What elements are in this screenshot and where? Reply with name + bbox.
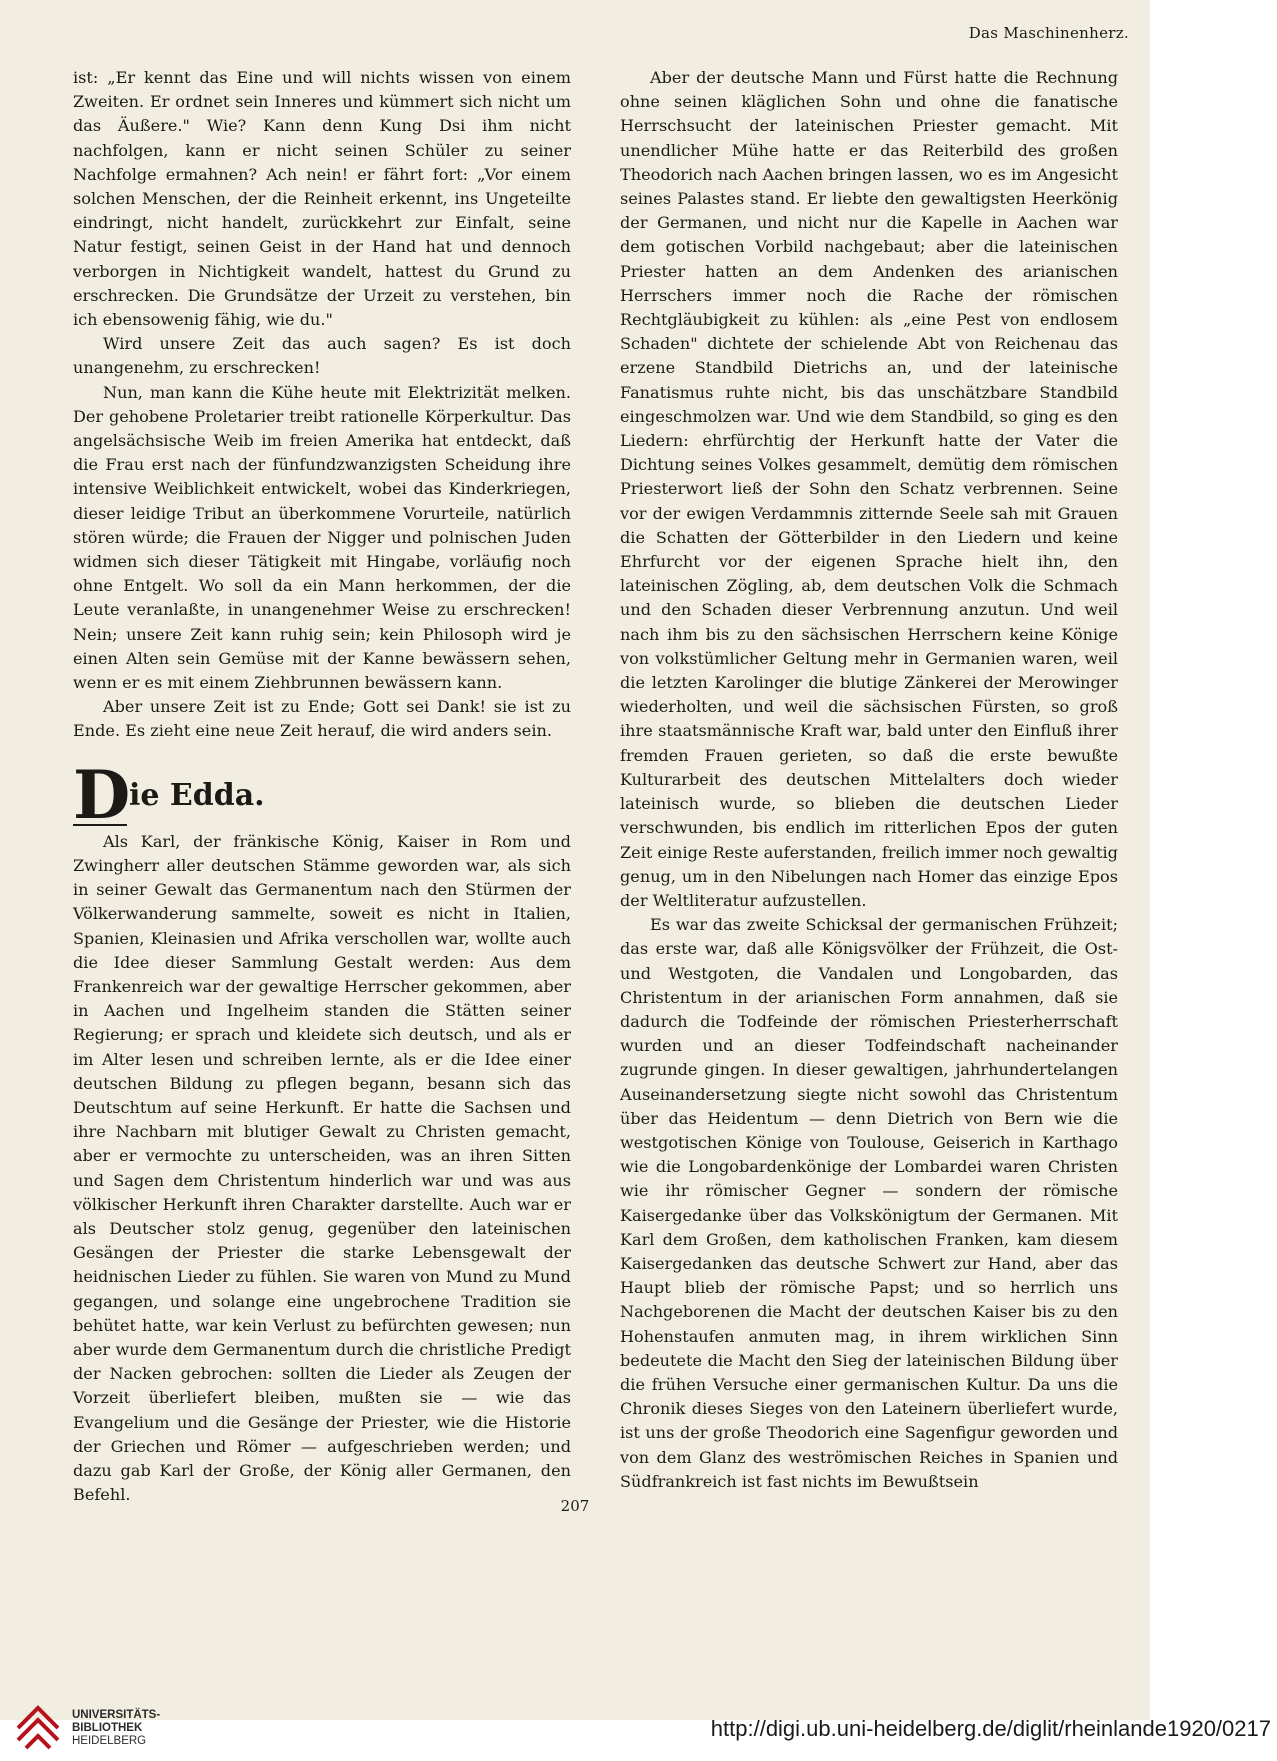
library-line: BIBLIOTHEK [72, 1722, 143, 1734]
library-name [72, 1709, 160, 1748]
paragraph: Es war das zweite Schicksal der germanischen Frühzeit; das erste war, daß alle Königsvölker der Frühzeit, die Ost- und Westgoten, die Vandalen und Longobarden, das Christentum in der arianischen Form annahmen, daß sie dadurch die Todfeinde der römischen Priesterherrschaft wurden und an dieser Todfeindschaft nacheinander zugrunde gingen. In dieser gewaltigen, jahrhundertelangen Auseinandersetzung siegte nicht sowohl das Christentum über das Heidentum — denn Dietrich von Bern wie die westgotischen Könige von Toulouse, Geiserich in Karthago wie die Longobardenkönige der Lombardei waren Christen wie ihr römischer Gegner — sondern der römische Kaisergedanke über das Volkskönigtum der Germanen. Mit Karl dem Großen, dem katholischen Franken, kam diesem Kaisergedanken das deutsche Schwert zur Hand, aber das Haupt blieb der römische Papst; und so herrlich uns Nachgeborenen die Macht der deutschen Kaiser bis zu den Hohenstaufen anmuten mag, in ihrem wirklichen Sinn bedeutete die Macht den Sieg der lateinischen Bildung über die frühen Versuche einer germanischen Kultur. Da uns die Chronik dieses Sieges von den Lateinern überliefert wurde, ist uns der große Theodorich eine Sagenfigur geworden und von dem Glanz des weströmischen Reiches in Spanien und Südfrankreich ist fast nichts im Bewußtsein [620, 915, 1118, 1491]
paragraph: Nun, man kann die Kühe heute mit Elektrizität melken. Der gehobene Proletarier treibt rationelle Körperkultur. Das angelsächsische Weib im freien Amerika hat entdeckt, daß die Frau erst nach der fünfundzwanzigsten Scheidung ihre intensive Weiblichkeit entwickelt, wobei das Kinderkriegen, dieser leidige Tribut an überkommene Vorurteile, natürlich stören würde; die Frauen der Nigger und polnischen Juden widmen sich dieser Tätigkeit mit Hingabe, vorläufig noch ohne Entgelt. Wo soll da ein Mann herkommen, der die Leute veranlaßte, in unangenehmer Weise zu erschrecken! Nein; unsere Zeit kann ruhig sein; kein Philosoph wird je einen Alten sein Gemüse mit der Kanne bewässern sehen, wenn er es mit einem Ziehbrunnen bewässern kann. [73, 382, 571, 693]
paragraph: Als Karl, der fränkische König, Kaiser in Rom und Zwingherr aller deutschen Stämme geworden war, als sich in seiner Gewalt das Germanentum nach den Stürmen der Völkerwanderung sammelte, soweit es nicht in Italien, Spanien, Kleinasien und Afrika verschollen war, wollte auch die Idee dieser Sammlung Gestalt werden: Aus dem Frankenreich war der gewaltige Herrscher gekommen, aber in Aachen und Ingelheim standen die Stätten seiner Regierung; er sprach und kleidete sich deutsch, und als er im Alter lesen und schreiben lernte, als er die Idee einer deutschen Bildung zu pflegen begann, besann sich das Deutschtum auf seine Herkunft. Er hatte die Sachsen und ihre Nachbarn mit blutiger Gewalt zu Christen gemacht, aber er vermochte zu unterscheiden, was an ihren Sitten und Sagen dem Christentum hinderlich war und was aus völkischer Herkunft ihren Charakter darstellte. Auch war er als Deutscher stolz genug, gegenüber den lateinischen Gesängen der Priester die starke Lebensgewalt der heidnischen Lieder zu fühlen. Sie waren von Mund zu Mund gegangen, und solange eine ungebrochene Tradition sie behütet hatte, war kein Verlust zu befürchten gewesen; nun aber wurde dem Germanentum durch die christliche Predigt der Nacken gebrochen: sollten die Lieder als Zeugen der Vorzeit überliefert bleiben, mußten sie — wie das Evangelium und die Gesänge der Priester, wie die Historie der Griechen und Römer — aufgeschrieben werden; und dazu gab Karl der Große, der König aller Germanen, den Befehl. [73, 831, 571, 1505]
library-line: UNIVERSITÄTS- [72, 1709, 161, 1721]
drop-cap: D [73, 755, 131, 834]
section-title: ie Edda. [129, 777, 265, 813]
university-library-logo-icon [12, 1702, 64, 1754]
paragraph: ist: „Er kennt das Eine und will nichts wissen von einem Zweiten. Er ordnet sein Inneres und kümmert sich nicht um das Äußere." Wie? Kann denn Kung Dsi ihm nicht nachfolgen, kann er nicht seinen Schüler zu seiner Nachfolge ermahnen? Ach nein! er fährt fort: „Vor einem solchen Menschen, der die Reinheit erkennt, ins Ungeteilte eindringt, nicht handelt, zurückkehrt zur Einfalt, seine Natur festigt, seinen Geist in der Hand hat und dennoch verborgen in Nichtigkeit wandelt, hattest du Grund zu erschrecken. Die Grundsätze der Urzeit zu verstehen, bin ich ebensowenig fähig, wie du." [73, 68, 571, 330]
page-number: 207 [560, 1497, 590, 1515]
paragraph: Aber der deutsche Mann und Fürst hatte die Rechnung ohne seinen kläglichen Sohn und ohne die fanatische Herrschsucht der lateinischen Priester gemacht. Mit unendlicher Mühe hatte er das Reiterbild des großen Theodorich nach Aachen bringen lassen, wo es im Angesicht seines Palastes stand. Er liebte den gewaltigsten Heerkönig der Germanen, und nicht nur die Kapelle in Aachen war dem gotischen Vorbild nachgebaut; aber die lateinischen Priester hatten an dem Andenken des arianischen Herrschers immer noch die Rache der römischen Rechtgläubigkeit zu kühlen: als „eine Pest von endlosem Schaden" dichtete der schielende Abt von Reichenau das erzene Standbild Dietrichs an, und der lateinische Fanatismus ruhte nicht, bis das unschätzbare Standbild eingeschmolzen war. Und wie dem Standbild, so ging es den Liedern: ehrfürchtig der Herkunft hatte der Vater die Dichtung seines Volkes gesammelt, demütig dem römischen Priesterwort ließ der Sohn den Schatz verbrennen. Seine vor der ewigen Verdammnis zitternde Seele sah mit Grauen die Schatten der Götterbilder in den Liedern und keine Ehrfurcht vor der eigenen Sprache hielt ihn, den lateinischen Zögling, ab, dem deutschen Volk die Schmach und den Schaden dieser Verbrennung anzutun. Und weil nach ihm bis zu den sächsischen Herrschern keine Könige von volkstümlicher Geltung mehr in Germanien waren, weil die letzten Karolinger die blutige Zänkerei der Merowinger wiederholten, und weil die sächsischen Fürsten, so groß ihre staatsmännische Kraft war, bald unter den Einfluß ihrer fremden Frauen gerieten, so daß die erste bewußte Kulturarbeit des deutschen Mittelalters doch wieder lateinisch wurde, so blieben die deutschen Lieder verschwunden, bis endlich im ritterlichen Epos der guten Zeit einige Reste auferstanden, freilich immer noch gewaltig genug, um in den Nibelungen nach Homer das einzige Epos der Weltliteratur aufzustellen. [620, 68, 1118, 910]
running-head: Das Maschinenherz. [968, 24, 1129, 42]
paragraph: Wird unsere Zeit das auch sagen? Es ist doch unangenehm, zu erschrecken! [73, 334, 571, 378]
left-column [73, 66, 571, 1507]
source-url-link[interactable]: http://digi.ub.uni-heidelberg.de/diglit/rheinlande1920/0217 [710, 1716, 1271, 1741]
paragraph: Aber unsere Zeit ist zu Ende; Gott sei Dank! sie ist zu Ende. Es zieht eine neue Zeit herauf, die wird anders sein. [73, 697, 571, 741]
section-heading [73, 755, 571, 834]
library-line: HEIDELBERG [72, 1735, 147, 1747]
right-column [620, 66, 1118, 1494]
